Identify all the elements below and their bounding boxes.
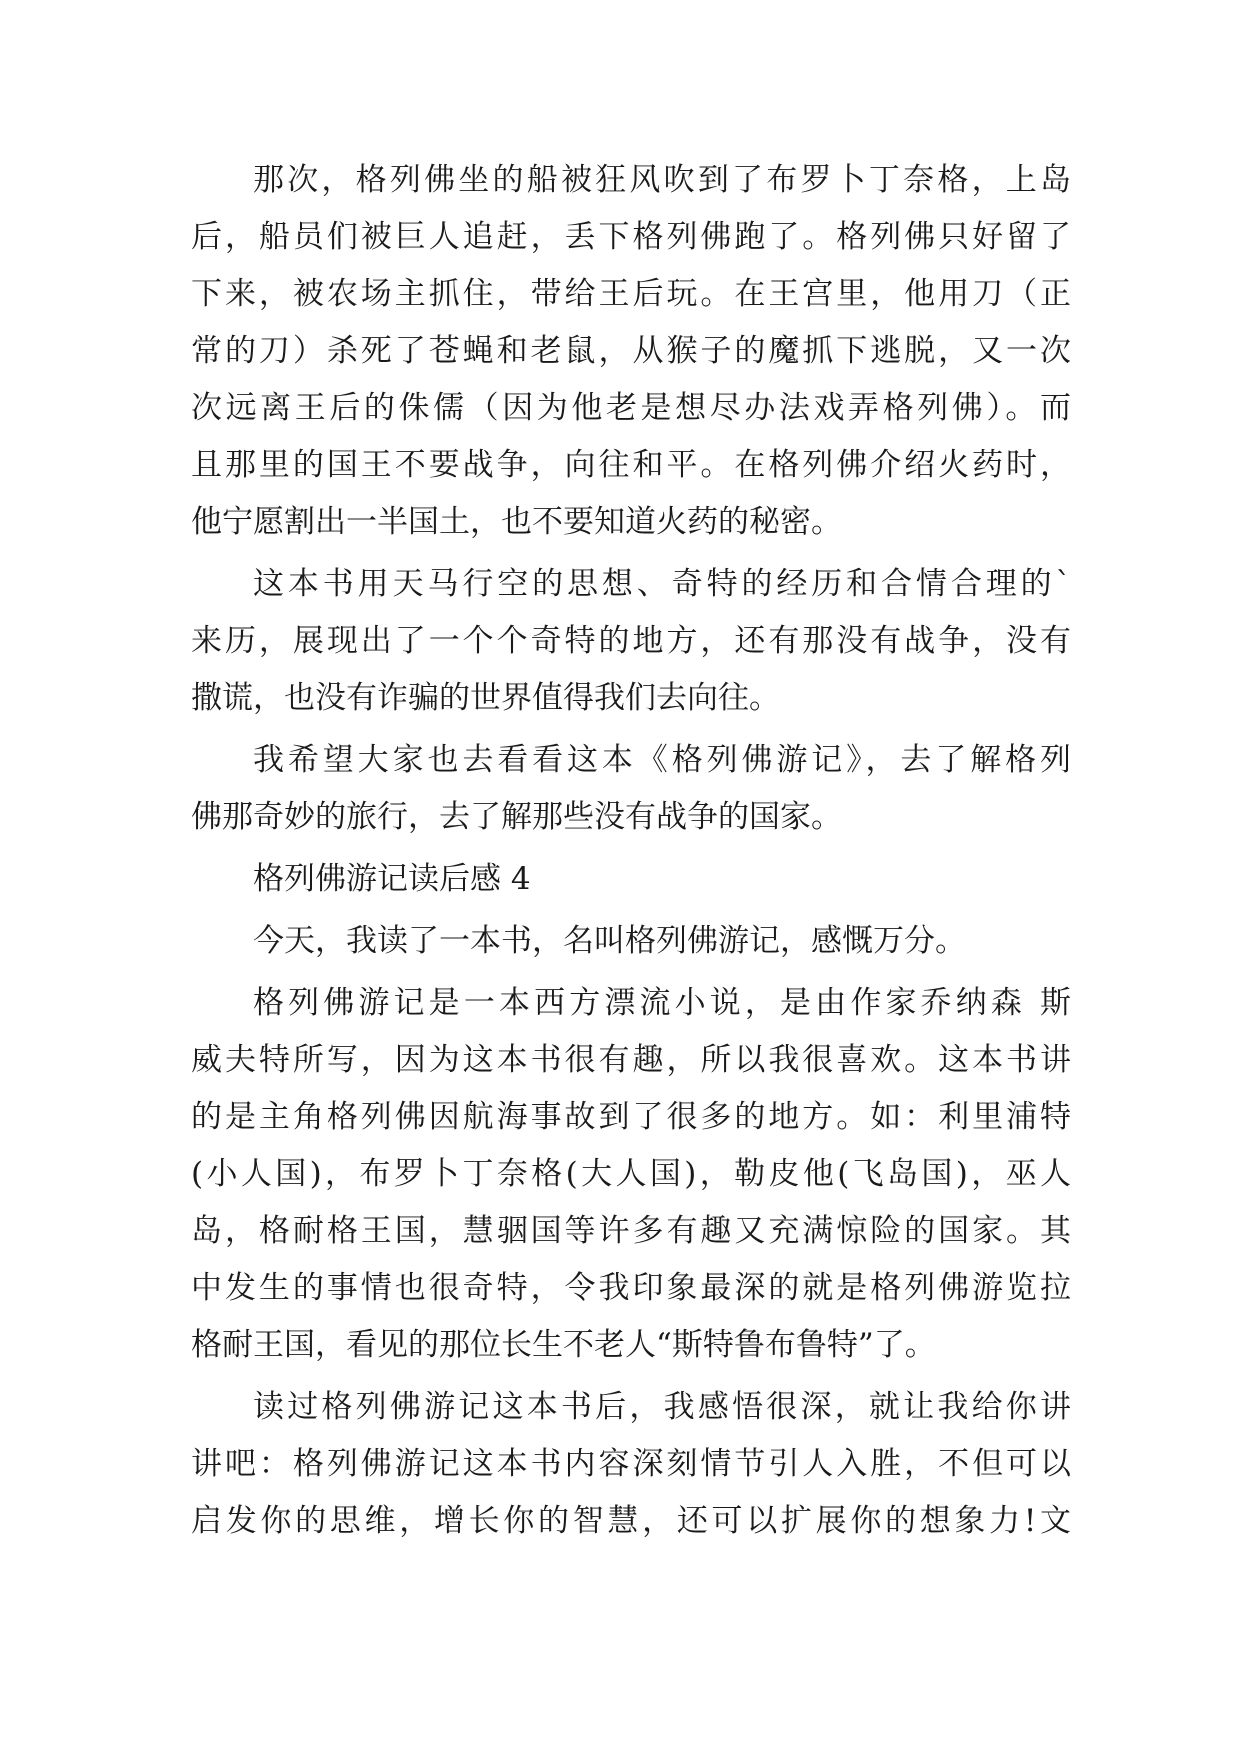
paragraph-line: 下来，被农场主抓住，带给王后玩。在王宫里，他用刀（正 — [191, 276, 1071, 312]
paragraph-line: 次远离王后的侏儒（因为他老是想尽办法戏弄格列佛）。而 — [191, 390, 1071, 426]
paragraph-line: 讲吧：格列佛游记这本书内容深刻情节引人入胜，不但可以 — [191, 1446, 1071, 1482]
paragraph-line: 这本书用天马行空的思想、奇特的经历和合情合理的` — [253, 566, 1071, 602]
paragraph-line: 他宁愿割出一半国土，也不要知道火药的秘密。 — [191, 504, 842, 540]
paragraph-line: 且那里的国王不要战争，向往和平。在格列佛介绍火药时， — [191, 447, 1071, 483]
paragraph-line: 后，船员们被巨人追赶，丢下格列佛跑了。格列佛只好留了 — [191, 219, 1071, 255]
paragraph-line: 岛，格耐格王国，慧骃国等许多有趣又充满惊险的国家。其 — [191, 1213, 1071, 1249]
paragraph-line: 格列佛游记是一本西方漂流小说，是由作家乔纳森 斯 — [253, 985, 1071, 1021]
paragraph-line: 读过格列佛游记这本书后，我感悟很深，就让我给你讲 — [253, 1389, 1071, 1425]
paragraph-line: (小人国)，布罗卜丁奈格(大人国)，勒皮他(飞岛国)，巫人 — [191, 1156, 1071, 1192]
paragraph-line: 撒谎，也没有诈骗的世界值得我们去向往。 — [191, 680, 780, 716]
paragraph-line: 常的刀）杀死了苍蝇和老鼠，从猴子的魔抓下逃脱，又一次 — [191, 333, 1071, 369]
paragraph-line: 那次，格列佛坐的船被狂风吹到了布罗卜丁奈格，上岛 — [253, 162, 1071, 198]
section-heading: 格列佛游记读后感 4 — [253, 861, 531, 897]
paragraph-line: 中发生的事情也很奇特，令我印象最深的就是格列佛游览拉 — [191, 1270, 1071, 1306]
paragraph-line: 格耐王国，看见的那位长生不老人“斯特鲁布鲁特”了。 — [191, 1327, 936, 1363]
paragraph-line: 启发你的思维，增长你的智慧，还可以扩展你的想象力!文 — [191, 1503, 1071, 1539]
paragraph-line: 的是主角格列佛因航海事故到了很多的地方。如：利里浦特 — [191, 1099, 1071, 1135]
paragraph-line: 今天，我读了一本书，名叫格列佛游记，感慨万分。 — [253, 923, 966, 959]
paragraph-line: 来历，展现出了一个个奇特的地方，还有那没有战争，没有 — [191, 623, 1071, 659]
paragraph-line: 威夫特所写，因为这本书很有趣，所以我很喜欢。这本书讲 — [191, 1042, 1071, 1078]
paragraph-line: 佛那奇妙的旅行，去了解那些没有战争的国家。 — [191, 799, 842, 835]
paragraph-line: 我希望大家也去看看这本《格列佛游记》，去了解格列 — [253, 742, 1071, 778]
